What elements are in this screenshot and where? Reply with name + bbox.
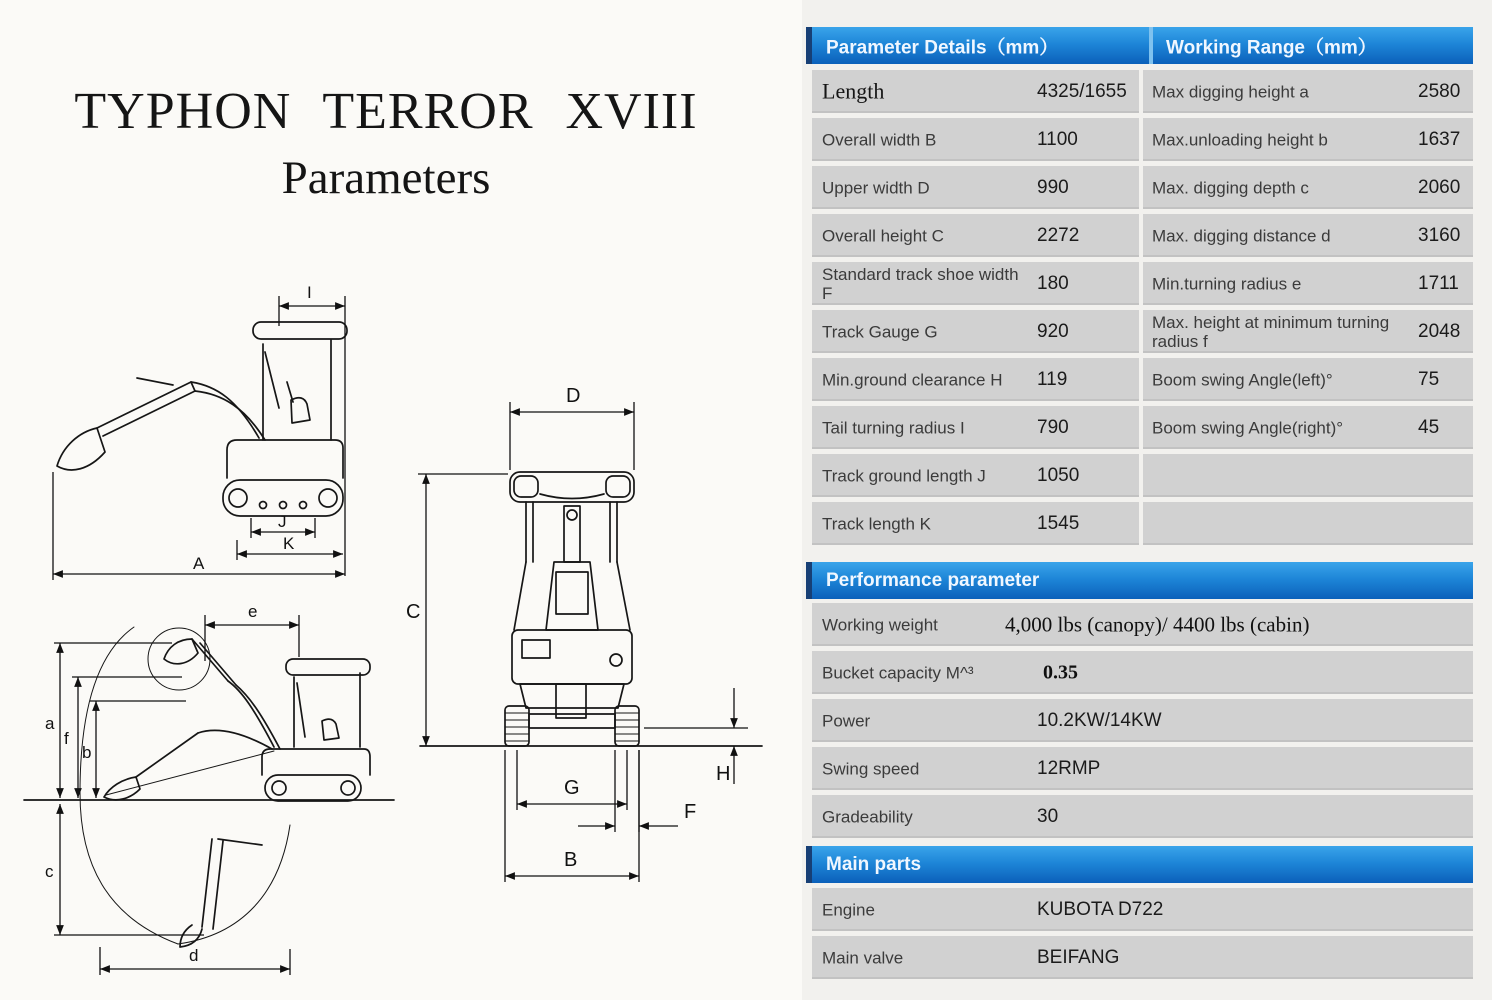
side-view-dimensions xyxy=(53,283,345,580)
spec-tables xyxy=(812,27,1473,984)
table-row xyxy=(1143,502,1473,545)
row-label: Track length K xyxy=(822,513,931,533)
performance-header-label: Performance parameter xyxy=(826,569,1040,591)
row-label: Bucket capacity M^³ xyxy=(822,662,974,682)
table-row xyxy=(1143,310,1473,353)
row-value: 75 xyxy=(1418,368,1440,390)
row-label: Swing speed xyxy=(822,758,920,778)
dim-label-G: G xyxy=(564,777,580,799)
main-parts-header xyxy=(806,846,1473,883)
table-row xyxy=(812,699,1473,742)
dim-label-H: H xyxy=(716,763,731,785)
performance-header xyxy=(806,562,1473,599)
table-row xyxy=(812,502,1139,545)
row-value: 920 xyxy=(1037,320,1069,342)
row-label: Length xyxy=(822,78,885,104)
dim-label-C: C xyxy=(406,601,421,623)
performance-table xyxy=(812,603,1473,838)
table-row xyxy=(1143,454,1473,497)
side-view-diagram xyxy=(25,282,350,582)
row-label: Gradeability xyxy=(822,806,913,826)
row-value: 4,000 lbs (canopy)/ 4400 lbs (cabin) xyxy=(1005,612,1310,636)
working-range-excavator xyxy=(24,627,394,947)
row-label: Boom swing Angle(right)° xyxy=(1152,417,1344,437)
table-row xyxy=(812,406,1139,449)
dim-label-J: J xyxy=(278,512,287,531)
row-value: 1637 xyxy=(1418,128,1461,150)
table-row xyxy=(812,310,1139,353)
table-row xyxy=(1143,358,1473,401)
main-parts-header-label: Main parts xyxy=(826,853,922,875)
title-line-1: TYPHON TERROR XVIII xyxy=(74,83,698,140)
row-value: 1100 xyxy=(1037,128,1078,150)
row-label: Overall width B xyxy=(822,129,937,149)
row-value: 10.2KW/14KW xyxy=(1037,709,1162,731)
dim-label-c: c xyxy=(45,862,54,881)
row-value: KUBOTA D722 xyxy=(1037,898,1164,920)
dim-label-F: F xyxy=(684,801,697,823)
dim-label-K: K xyxy=(283,534,295,553)
row-value: 2580 xyxy=(1418,80,1461,102)
row-value: 3160 xyxy=(1418,224,1461,246)
row-label: Max.unloading height b xyxy=(1152,129,1328,149)
row-value: 2048 xyxy=(1418,320,1461,342)
dim-label-d: d xyxy=(189,946,199,965)
row-label: Main valve xyxy=(822,947,904,967)
working-range-dimensions xyxy=(45,602,299,975)
row-label: Max digging height a xyxy=(1152,81,1309,101)
row-label: Engine xyxy=(822,899,875,919)
table-row xyxy=(812,166,1139,209)
row-value: 790 xyxy=(1037,416,1069,438)
front-view-diagram xyxy=(400,372,770,897)
table-row xyxy=(812,603,1473,646)
row-value: 1545 xyxy=(1037,512,1080,534)
row-label: Standard track shoe width F xyxy=(822,264,1019,303)
row-label: Max. digging depth c xyxy=(1152,177,1309,197)
working-range-column xyxy=(1143,70,1473,550)
front-view-excavator xyxy=(420,472,762,746)
row-label: Tail turning radius I xyxy=(822,417,965,437)
working-range-diagram xyxy=(22,597,397,997)
row-value: 1711 xyxy=(1418,272,1459,294)
row-label: Max. height at minimum turning radius f xyxy=(1152,312,1390,351)
row-value: 0.35 xyxy=(1043,661,1078,683)
table-row xyxy=(812,795,1473,838)
row-label: Power xyxy=(822,710,871,730)
parameter-details-column xyxy=(812,70,1139,550)
working-range-header: Working Range（mm） xyxy=(1166,37,1377,58)
table-row xyxy=(812,651,1473,694)
table-row xyxy=(812,888,1473,931)
row-value: 1050 xyxy=(1037,464,1080,486)
row-label: Boom swing Angle(left)° xyxy=(1152,369,1333,389)
table-row xyxy=(812,454,1139,497)
page-title xyxy=(66,82,706,205)
row-value: 119 xyxy=(1037,368,1068,390)
dim-label-I: I xyxy=(307,283,312,302)
table-row xyxy=(1143,166,1473,209)
row-label: Overall height C xyxy=(822,225,944,245)
row-label: Max. digging distance d xyxy=(1152,225,1331,245)
side-view-excavator xyxy=(57,322,347,516)
table-row xyxy=(1143,406,1473,449)
dim-label-a: a xyxy=(45,714,55,733)
row-value: 180 xyxy=(1037,272,1069,294)
row-value: 2272 xyxy=(1037,224,1080,246)
row-label: Min.turning radius e xyxy=(1152,273,1302,293)
row-value: 12RMP xyxy=(1037,757,1101,779)
row-value: BEIFANG xyxy=(1037,946,1120,968)
dim-label-e: e xyxy=(248,602,258,621)
dim-label-D: D xyxy=(566,385,581,407)
row-value: 45 xyxy=(1418,416,1440,438)
row-label: Track Gauge G xyxy=(822,321,938,341)
table-row xyxy=(812,262,1139,305)
row-value: 4325/1655 xyxy=(1037,80,1127,102)
dimensions-table xyxy=(812,70,1473,550)
table-row xyxy=(812,70,1139,113)
title-line-2: Parameters xyxy=(281,152,491,204)
main-parts-table xyxy=(812,888,1473,979)
table-row xyxy=(1143,214,1473,257)
table-row xyxy=(1143,70,1473,113)
front-view-dimensions xyxy=(406,385,748,882)
table-row xyxy=(812,747,1473,790)
header-divider xyxy=(1149,27,1153,64)
row-value: 30 xyxy=(1037,805,1059,827)
table-row xyxy=(812,358,1139,401)
table-row xyxy=(812,936,1473,979)
table-row xyxy=(1143,118,1473,161)
row-label: Track ground length J xyxy=(822,465,986,485)
dim-label-f: f xyxy=(64,729,69,748)
dim-label-B: B xyxy=(564,849,578,871)
table-row xyxy=(1143,262,1473,305)
row-label: Min.ground clearance H xyxy=(822,369,1003,389)
row-value: 990 xyxy=(1037,176,1069,198)
row-value: 2060 xyxy=(1418,176,1461,198)
table-row xyxy=(812,118,1139,161)
row-label: Upper width D xyxy=(822,177,930,197)
dimensions-table-header xyxy=(806,27,1473,64)
row-label: Working weight xyxy=(822,614,938,634)
table-row xyxy=(812,214,1139,257)
dim-label-A: A xyxy=(193,554,205,573)
dim-label-b: b xyxy=(82,743,92,762)
dimensions-header: Parameter Details（mm） xyxy=(826,37,1059,58)
